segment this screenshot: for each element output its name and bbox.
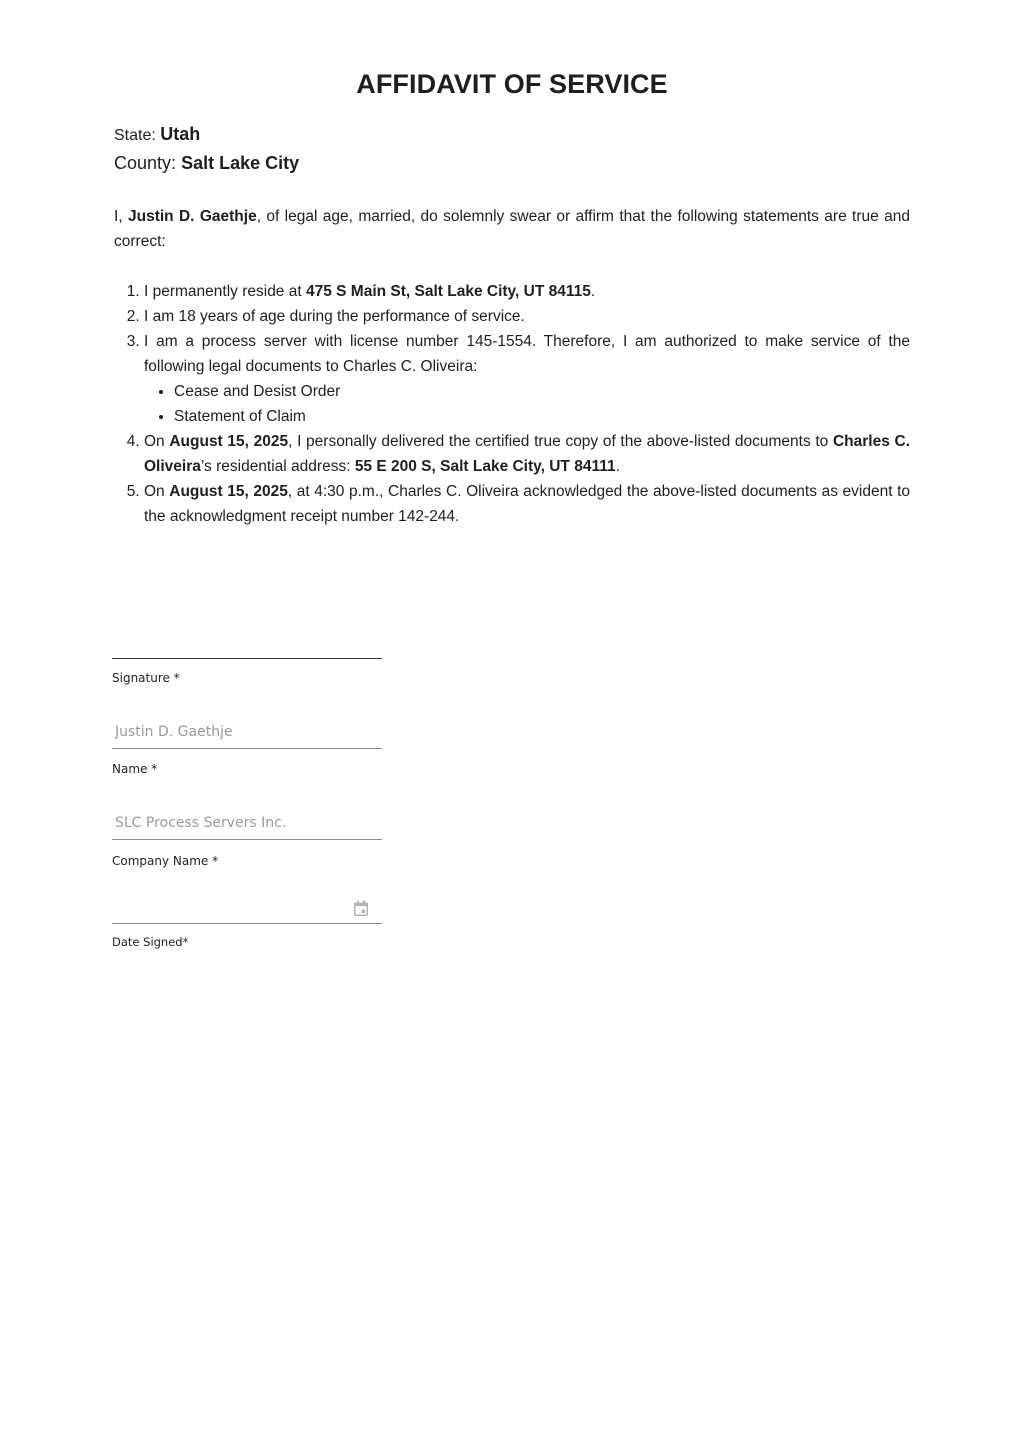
date-signed-label: Date Signed* [112, 935, 189, 949]
date-signed-input[interactable] [112, 890, 382, 924]
signature-label: Signature * [112, 671, 180, 685]
statement-delivery [144, 429, 910, 479]
statement-3-text: I am a process server with license number 145-1554. Therefore, I am authorized to make service of the following legal documents to Charles C. Oliveira: [144, 333, 910, 375]
statement-1-prefix: I permanently reside at [144, 283, 306, 300]
intro-suffix: , of legal age, married, do solemnly swear or affirm that the following statements are true and correct: [114, 208, 910, 250]
document-title: AFFIDAVIT OF SERVICE [356, 69, 668, 99]
residence-address: 475 S Main St, Salt Lake City, UT 84115 [305, 283, 591, 300]
statement-5-suffix: , at 4:30 p.m., Charles C. Oliveira acknowledged the above-listed documents as evident to the acknowledgment receipt number 142-244. [144, 483, 911, 525]
delivery-date: August 15, 2025 [169, 433, 289, 450]
statement-2-text: I am 18 years of age during the performance of service. [144, 308, 525, 325]
statement-residence [144, 279, 910, 304]
statement-age [144, 304, 910, 329]
affiant-name: Justin D. Gaethje [127, 208, 257, 225]
statements-list [114, 279, 910, 529]
recipient-name: Charles C. Oliveira [144, 433, 910, 475]
name-input[interactable] [112, 715, 382, 749]
company-name-input[interactable] [112, 806, 382, 840]
statement-4-suffix: . [615, 458, 620, 475]
document-item: • Statement of Claim [174, 404, 910, 429]
county-value: Salt Lake City [181, 153, 300, 173]
statement-acknowledgment [144, 479, 910, 529]
intro-prefix: I, [114, 208, 128, 225]
statement-license [144, 329, 910, 429]
served-documents-list [144, 379, 910, 429]
county-label: County: [114, 153, 177, 173]
name-label: Name * [112, 762, 158, 776]
document-item: • Cease and Desist Order [174, 379, 910, 404]
state-label: State: [114, 127, 156, 144]
calendar-icon[interactable] [353, 900, 369, 917]
state-value: Utah [160, 124, 201, 144]
company-name-label: Company Name * [112, 854, 219, 868]
signature-field[interactable] [112, 658, 382, 659]
statement-1-suffix: . [590, 283, 596, 300]
acknowledgment-date: August 15, 2025 [169, 483, 288, 500]
recipient-address: 55 E 200 S, Salt Lake City, UT 84111 [354, 458, 616, 475]
statement-4-prefix: On [144, 433, 170, 450]
intro-paragraph [114, 204, 910, 254]
statement-5-prefix: On [144, 483, 170, 500]
state-line [114, 121, 200, 149]
county-line [114, 150, 299, 176]
statement-4-middle: , I personally delivered the certified true copy of the above-listed documents to [288, 433, 833, 450]
statement-4-possessive: ’s residential address: [200, 458, 355, 475]
